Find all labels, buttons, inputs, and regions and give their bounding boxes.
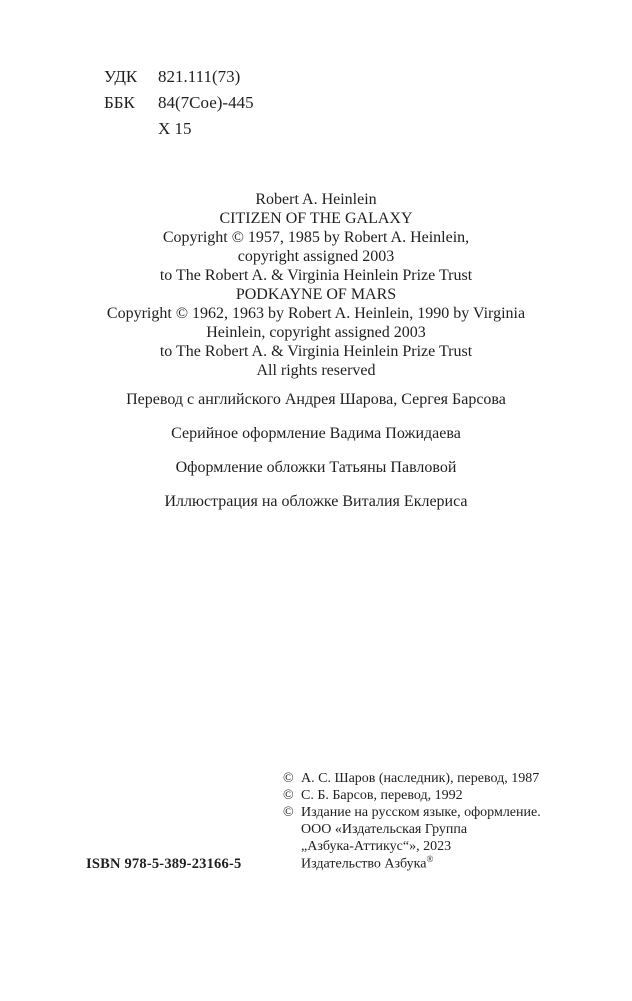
isbn-number: ISBN 978-5-389-23166-5 [86, 856, 242, 872]
udk-label: УДК [104, 67, 138, 86]
copyright-line: Copyright © 1957, 1985 by Robert A. Heinlein, [162, 229, 470, 246]
copyright-symbol: © [283, 771, 294, 786]
series-design-credit: Серийное оформление Вадима Пожидаева [171, 425, 461, 442]
colophon-line [283, 855, 541, 873]
bbk-value: 84(7Сое)-445 [158, 93, 254, 112]
colophon-copyright-block [283, 770, 541, 873]
author-sign-row [104, 116, 254, 142]
copyright-symbol: © [283, 805, 294, 820]
colophon-line [283, 804, 541, 821]
colophon-indent [283, 838, 301, 855]
copyright-line: Copyright © 1962, 1963 by Robert A. Heinlein, 1990 by Virginia [106, 305, 526, 322]
author-sign-spacer [104, 116, 154, 142]
copyright-line: Heinlein, copyright assigned 2003 [206, 324, 426, 341]
colophon-text: Издательство Азбука [301, 856, 427, 872]
colophon-text: „Азбука-Аттикус“», 2023 [301, 839, 452, 854]
author-name: Robert A. Heinlein [255, 191, 377, 208]
bibliographic-classification [104, 64, 254, 142]
colophon-line [283, 821, 541, 838]
colophon-text: С. Б. Барсов, перевод, 1992 [301, 788, 463, 803]
colophon-text: Издание на русском языке, оформление. [301, 805, 541, 820]
title-citizen-of-the-galaxy: CITIZEN OF THE GALAXY [219, 210, 413, 227]
colophon-line [283, 787, 541, 804]
registered-trademark-symbol: ® [426, 854, 434, 864]
copyright-symbol: © [283, 788, 294, 803]
copyright-line: to The Robert A. & Virginia Heinlein Prize Trust [159, 343, 473, 360]
publisher-name [301, 855, 433, 873]
english-copyright-block [0, 190, 632, 380]
colophon-line [283, 838, 541, 855]
translation-credit: Перевод с английского Андрея Шарова, Сергея Барсова [126, 391, 506, 408]
colophon-indent [283, 855, 301, 873]
cover-illustration-credit: Иллюстрация на обложке Виталия Еклериса [164, 493, 468, 510]
title-podkayne-of-mars: PODKAYNE OF MARS [235, 286, 397, 303]
copyright-line: to The Robert A. & Virginia Heinlein Prize Trust [159, 267, 473, 284]
cover-design-credit: Оформление обложки Татьяны Павловой [175, 459, 457, 476]
all-rights-reserved: All rights reserved [256, 362, 376, 379]
colophon-text: ООО «Издательская Группа [301, 822, 468, 837]
copyright-line: copyright assigned 2003 [237, 248, 395, 265]
bbk-label: ББК [104, 93, 135, 112]
colophon-indent [283, 821, 301, 838]
colophon-line [283, 770, 541, 787]
russian-credits [0, 390, 632, 526]
author-sign: Х 15 [158, 119, 192, 138]
udk-value: 821.111(73) [158, 67, 241, 86]
colophon-text: А. С. Шаров (наследник), перевод, 1987 [301, 771, 540, 786]
bbk-row [104, 90, 254, 116]
udk-row [104, 64, 254, 90]
